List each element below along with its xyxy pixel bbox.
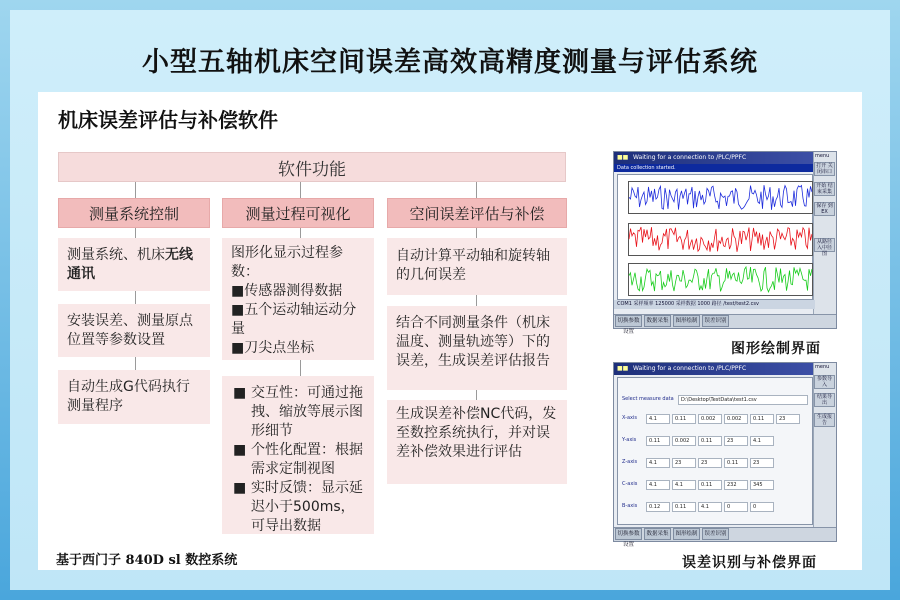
page-title: 小型五轴机床空间误差高效高精度测量与评估系统	[142, 47, 758, 78]
table-cell: 0.11	[672, 502, 696, 512]
table-cell: 0.11	[646, 436, 670, 446]
signal-trace	[629, 185, 812, 210]
bottom-tab-bar	[614, 314, 836, 335]
export-results-button[interactable]: 结果导出	[814, 393, 835, 407]
generate-report-button[interactable]: 生成报告	[814, 413, 835, 427]
collection-status-bar: Data collection started.	[614, 164, 815, 172]
bullet-item: ■刀尖点坐标	[231, 340, 315, 356]
table-cell: 0.002	[672, 436, 696, 446]
screenshot-topbar	[614, 152, 813, 164]
bullet-item: ■传感器测得数据	[231, 283, 343, 299]
tab-error-identification[interactable]: 误差识别	[702, 315, 729, 327]
table-cell: 0.11	[724, 458, 748, 468]
file-path-input[interactable]: D:\Desktop\TestData\test1.csv	[678, 395, 808, 405]
save-excel-button[interactable]: 保存 到EX	[814, 202, 835, 216]
tab-parameter-settings[interactable]: 切换参数设置	[615, 315, 642, 327]
table-cell: 4.1	[750, 436, 774, 446]
connector-line	[476, 182, 477, 198]
feature-box-compensation: 生成误差补偿NC代码，发至数控系统执行，并对误差补偿效果进行评估	[387, 400, 567, 484]
tab-error-identification[interactable]: 误差识别	[702, 528, 729, 540]
table-cell: 23	[698, 458, 722, 468]
bullet-item	[231, 384, 365, 441]
table-cell: 4.1	[672, 480, 696, 490]
function-tree-root: 软件功能	[58, 152, 566, 182]
caption-graph-interface: 图形绘制界面	[731, 341, 821, 357]
bullet-marker: ■	[233, 442, 247, 458]
connection-status: Waiting for a connection to /PLC/PPFC	[633, 154, 747, 161]
category-visualization: 测量过程可视化	[222, 198, 374, 228]
table-cell: 23	[672, 458, 696, 468]
bullet-text: 个性化配置：根据需求定制视图	[251, 442, 363, 477]
table-cell: 0.11	[698, 436, 722, 446]
plot-series-2	[628, 223, 813, 256]
import-params-button[interactable]: 参数导入	[814, 375, 835, 389]
table-cell: 345	[750, 480, 774, 490]
axis-label: X-axis	[622, 415, 637, 421]
menu-label: menu	[815, 364, 830, 370]
feature-box-interaction	[222, 376, 374, 534]
table-cell: 23	[776, 414, 800, 424]
feature-text: 图形化显示过程参数：	[231, 245, 343, 280]
feature-box-wireless	[58, 238, 210, 291]
table-cell: 0.002	[698, 414, 722, 424]
table-cell: 0.002	[724, 414, 748, 424]
tab-graph-drawing[interactable]: 图形绘制	[673, 528, 700, 540]
axis-label: B-axis	[622, 503, 638, 509]
table-cell: 4.1	[646, 414, 670, 424]
plot-series-3	[628, 263, 813, 296]
table-cell: 0.12	[646, 502, 670, 512]
tab-data-collection[interactable]: 数据采集	[644, 528, 671, 540]
connector-line	[300, 182, 301, 198]
select-data-label: Select measure data	[622, 396, 674, 402]
menu-label: menu	[815, 153, 830, 159]
feature-text-bold: 无线通讯	[67, 247, 193, 282]
siemens-logo-icon: ■■	[617, 154, 629, 161]
open-close-port-button[interactable]: 打开 关闭串口	[814, 162, 835, 176]
footnote-cnc-system: 基于西门子 840D sl 数控系统	[56, 553, 238, 568]
feature-box-error-report: 结合不同测量条件（机床温度、测量轨迹等）下的误差，生成误差评估报告	[387, 306, 567, 390]
caption-error-interface: 误差识别与补偿界面	[682, 555, 817, 571]
table-cell: 4.1	[646, 458, 670, 468]
signal-trace	[629, 267, 812, 292]
load-path-button[interactable]: 从路径 入中径图	[814, 238, 835, 252]
bottom-tab-bar	[614, 527, 836, 548]
feature-box-parameters: 安装误差、测量原点位置等参数设置	[58, 304, 210, 357]
table-cell: 0	[724, 502, 748, 512]
bullet-item: ■五个运动轴运动分量	[231, 302, 357, 337]
feature-text: 测量系统、机床	[67, 247, 165, 263]
table-cell: 232	[724, 480, 748, 490]
table-cell: 23	[750, 458, 774, 468]
table-cell: 4.1	[698, 502, 722, 512]
table-cell: 0	[750, 502, 774, 512]
screenshot-graph-interface	[613, 151, 837, 335]
tab-parameter-settings[interactable]: 切换参数设置	[615, 528, 642, 540]
bullet-marker: ■	[233, 480, 247, 496]
side-button-panel	[813, 363, 836, 541]
bullet-text: 交互性：可通过拖拽、缩放等展示图形细节	[251, 385, 363, 439]
feature-box-geometric-error: 自动计算平动轴和旋转轴的几何误差	[387, 238, 567, 295]
bullet-marker: ■	[233, 385, 247, 401]
start-stop-collect-button[interactable]: 开始 结束采集	[814, 182, 835, 196]
axis-label: Y-axis	[622, 437, 637, 443]
table-cell: 0.11	[750, 414, 774, 424]
table-cell: 0.11	[672, 414, 696, 424]
screenshot-error-interface	[613, 362, 837, 548]
category-measurement-control: 测量系统控制	[58, 198, 210, 228]
connector-line	[135, 182, 136, 198]
table-cell: 4.1	[646, 480, 670, 490]
bullet-item	[231, 441, 365, 479]
tab-graph-drawing[interactable]: 图形绘制	[673, 315, 700, 327]
axis-label: C-axis	[622, 481, 638, 487]
plot-area	[617, 174, 813, 300]
section-title: 机床误差评估与补偿软件	[58, 108, 278, 132]
data-table-area	[617, 377, 813, 525]
plot-series-1	[628, 181, 813, 214]
feature-box-graphics	[222, 238, 374, 360]
table-cell: 0.11	[698, 480, 722, 490]
feature-box-gcode: 自动生成G代码执行测量程序	[58, 370, 210, 424]
bullet-text: 实时反馈：显示延迟小于500ms，可导出数据	[251, 480, 363, 534]
tab-data-collection[interactable]: 数据采集	[644, 315, 671, 327]
siemens-logo-icon: ■■	[617, 365, 629, 372]
serial-status-line: COM1 采样频率 125000 采样数据 1000 路径 /test/test2.csv	[614, 300, 815, 309]
side-button-panel	[813, 152, 836, 328]
connection-status: Waiting for a connection to /PLC/PPFC	[633, 365, 747, 372]
axis-label: Z-axis	[622, 459, 638, 465]
bullet-item	[231, 479, 365, 536]
screenshot-topbar	[614, 363, 813, 375]
category-error-evaluation: 空间误差评估与补偿	[387, 198, 567, 228]
signal-trace	[629, 227, 812, 252]
table-cell: 23	[724, 436, 748, 446]
